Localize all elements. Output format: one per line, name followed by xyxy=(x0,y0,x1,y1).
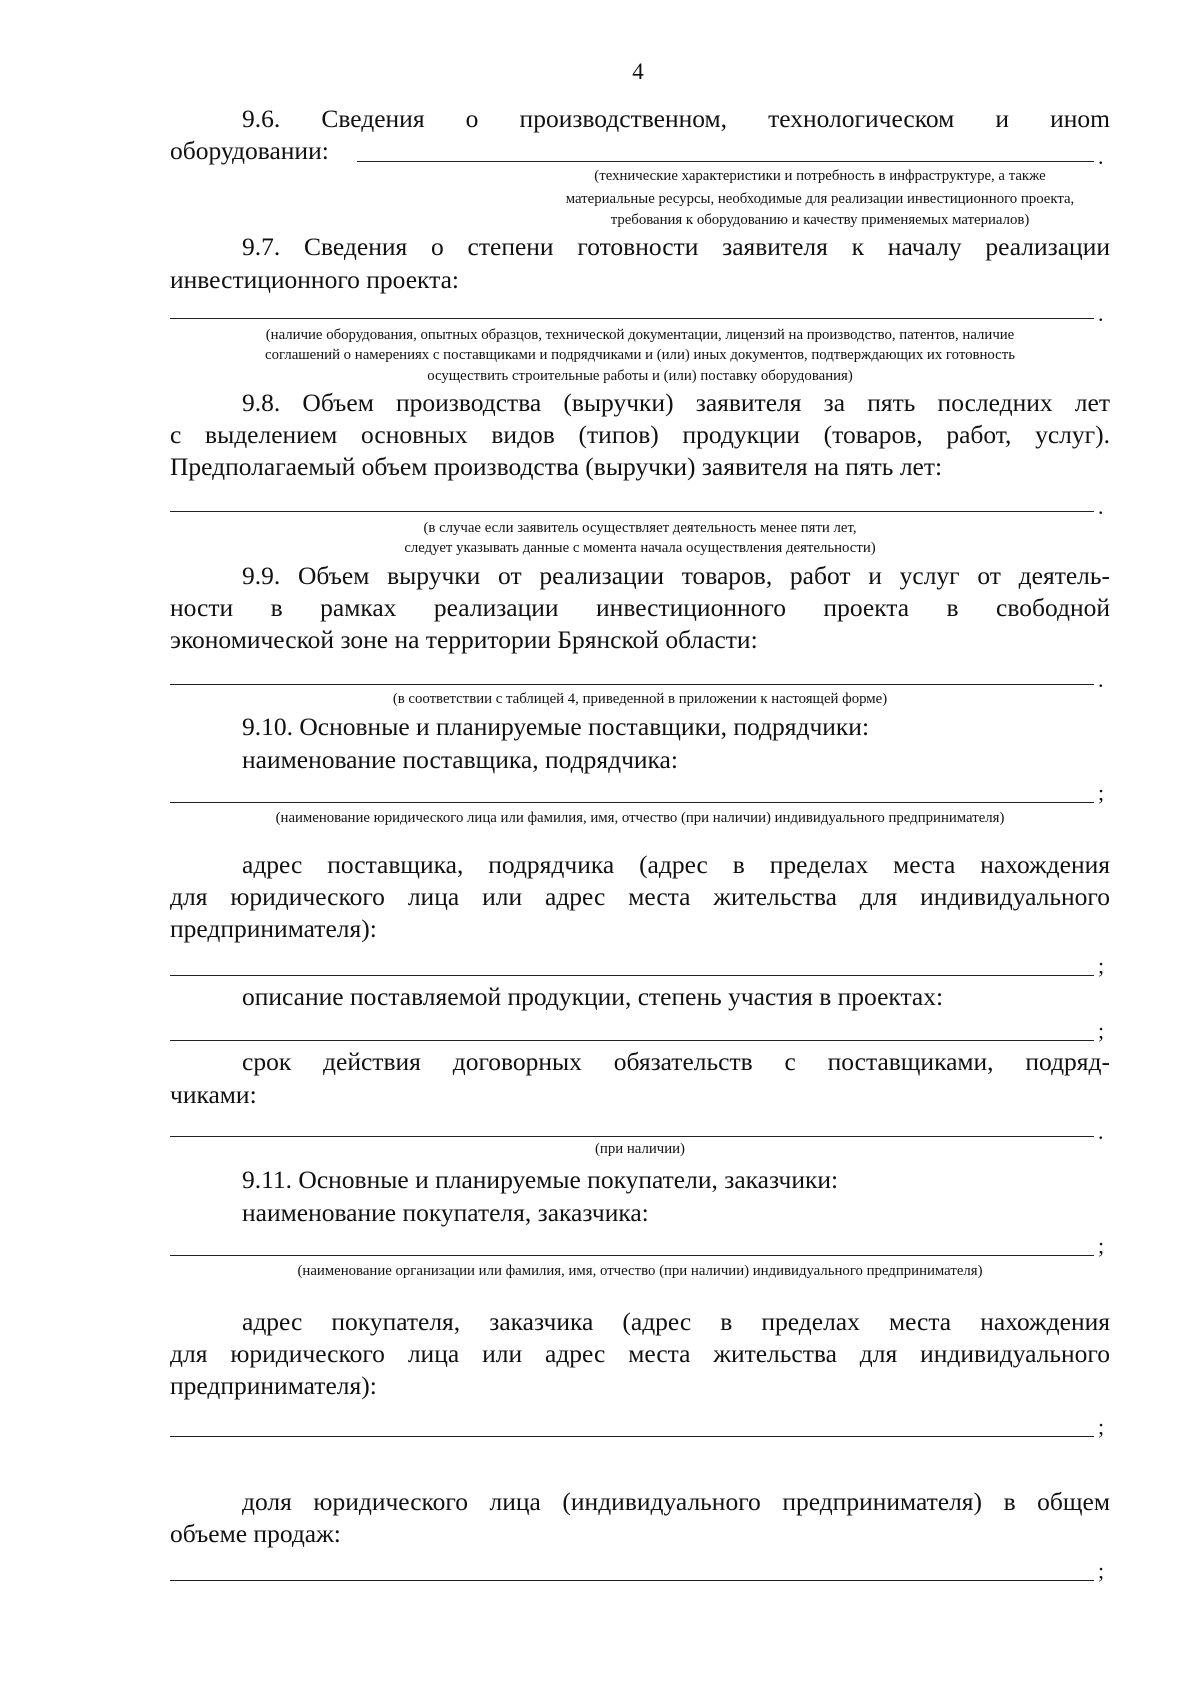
s96-line1: 9.6. Сведения о производственном, технологическом и иноm xyxy=(242,104,1110,133)
s96-caption-3: требования к оборудованию и качеству применяемых материалов) xyxy=(610,212,1030,228)
s98-line2: с выделением основных видов (типов) продукции (товаров, работ, услуг). xyxy=(170,420,1110,449)
s910-heading: 9.10. Основные и планируемые поставщики, подрядчики: xyxy=(242,712,870,741)
s911-addr-fill-line[interactable] xyxy=(170,1436,1094,1437)
s911-share-line1: доля юридического лица (индивидуального предпринимателя) в общем xyxy=(242,1487,1110,1516)
s99-line3: экономической зоне на территории Брянской области: xyxy=(170,625,758,654)
s910-desc-end: ; xyxy=(1098,1018,1105,1043)
s910-name-label: наименование поставщика, подрядчика: xyxy=(242,745,678,774)
s97-caption-3: осуществить строительные работы и (или) поставку оборудования) xyxy=(427,368,853,384)
s98-fill-line[interactable] xyxy=(170,511,1094,512)
s97-end-dot: . xyxy=(1098,301,1104,326)
s910-addr-line3: предпринимателя): xyxy=(170,914,377,943)
s910-term-line2: чиками: xyxy=(170,1080,257,1109)
s911-addr-end: ; xyxy=(1098,1414,1105,1439)
s96-fill-line[interactable] xyxy=(357,161,1094,162)
s910-term-caption: (при наличии) xyxy=(595,1141,685,1157)
s910-term-line1: срок действия договорных обязательств с поставщиками, подряд- xyxy=(242,1047,1110,1076)
s96-line2-label: оборудовании: xyxy=(170,136,329,165)
s910-addr-end: ; xyxy=(1098,953,1105,978)
s99-line2: ности в рамках реализации инвестиционного проекта в свободной xyxy=(170,593,1110,622)
s910-term-end-dot: . xyxy=(1098,1119,1104,1144)
s96-caption-2: материальные ресурсы, необходимые для реализации инвестиционного проекта, xyxy=(565,191,1075,207)
s99-fill-line[interactable] xyxy=(170,684,1094,685)
s911-heading: 9.11. Основные и планируемые покупатели, заказчики: xyxy=(242,1165,839,1194)
s910-addr-line1: адрес поставщика, подрядчика (адрес в пределах места нахождения xyxy=(242,850,1110,879)
s910-addr-fill-line[interactable] xyxy=(170,975,1094,976)
s911-share-fill-line[interactable] xyxy=(170,1580,1094,1581)
s910-term-fill-line[interactable] xyxy=(170,1136,1094,1137)
s97-caption-1: (наличие оборудования, опытных образцов, технической документации, лицензий на производство, патентов, наличие xyxy=(265,327,1015,343)
s911-addr-line3: предпринимателя): xyxy=(170,1371,377,1400)
s911-share-line2: объеме продаж: xyxy=(170,1519,341,1548)
s910-name-end: ; xyxy=(1098,780,1105,805)
s911-name-end: ; xyxy=(1098,1233,1105,1258)
s911-addr-line1: адрес покупателя, заказчика (адрес в пределах места нахождения xyxy=(242,1307,1110,1336)
page-number: 4 xyxy=(632,59,644,84)
s99-line1: 9.9. Объем выручки от реализации товаров, работ и услуг от деятель- xyxy=(242,561,1110,590)
s98-caption-2: следует указывать данные с момента начала осуществления деятельности) xyxy=(404,540,876,556)
s98-caption-1: (в случае если заявитель осуществляет деятельность менее пяти лет, xyxy=(423,520,857,536)
s98-line1: 9.8. Объем производства (выручки) заявителя за пять последних лет xyxy=(242,388,1110,417)
s99-end-dot: . xyxy=(1098,667,1104,692)
s910-name-caption: (наименование юридического лица или фамилия, имя, отчество (при наличии) индивидуального предпринимателя) xyxy=(275,810,1005,826)
s910-addr-line2: для юридического лица или адрес места жительства для индивидуального xyxy=(170,882,1110,911)
s97-caption-2: соглашений о намерениях с поставщиками и подрядчиками и (или) иных документов, подтверждающих их готовность xyxy=(265,347,1015,363)
s910-desc-fill-line[interactable] xyxy=(170,1040,1094,1041)
s97-line1: 9.7. Сведения о степени готовности заявителя к началу реализации xyxy=(242,232,1110,261)
s910-name-fill-line[interactable] xyxy=(170,802,1094,803)
s96-end-dot: . xyxy=(1098,144,1104,169)
s911-addr-line2: для юридического лица или адрес места жительства для индивидуального xyxy=(170,1339,1110,1368)
s911-name-fill-line[interactable] xyxy=(170,1255,1094,1256)
s911-share-end: ; xyxy=(1098,1558,1105,1583)
s911-name-caption: (наименование организации или фамилия, имя, отчество (при наличии) индивидуального предпринимателя) xyxy=(297,1263,983,1279)
s98-line3: Предполагаемый объем производства (выручки) заявителя на пять лет: xyxy=(170,452,943,481)
s96-caption-1: (технические характеристики и потребность в инфраструктуре, а также xyxy=(594,168,1046,184)
s98-end-dot: . xyxy=(1098,494,1104,519)
s97-line2: инвестиционного проекта: xyxy=(170,265,459,294)
s910-desc-label: описание поставляемой продукции, степень участия в проектах: xyxy=(242,982,944,1011)
s99-caption: (в соответствии с таблицей 4, приведенной в приложении к настоящей форме) xyxy=(392,691,888,707)
s911-name-label: наименование покупателя, заказчика: xyxy=(242,1198,649,1227)
s97-fill-line[interactable] xyxy=(170,318,1094,319)
